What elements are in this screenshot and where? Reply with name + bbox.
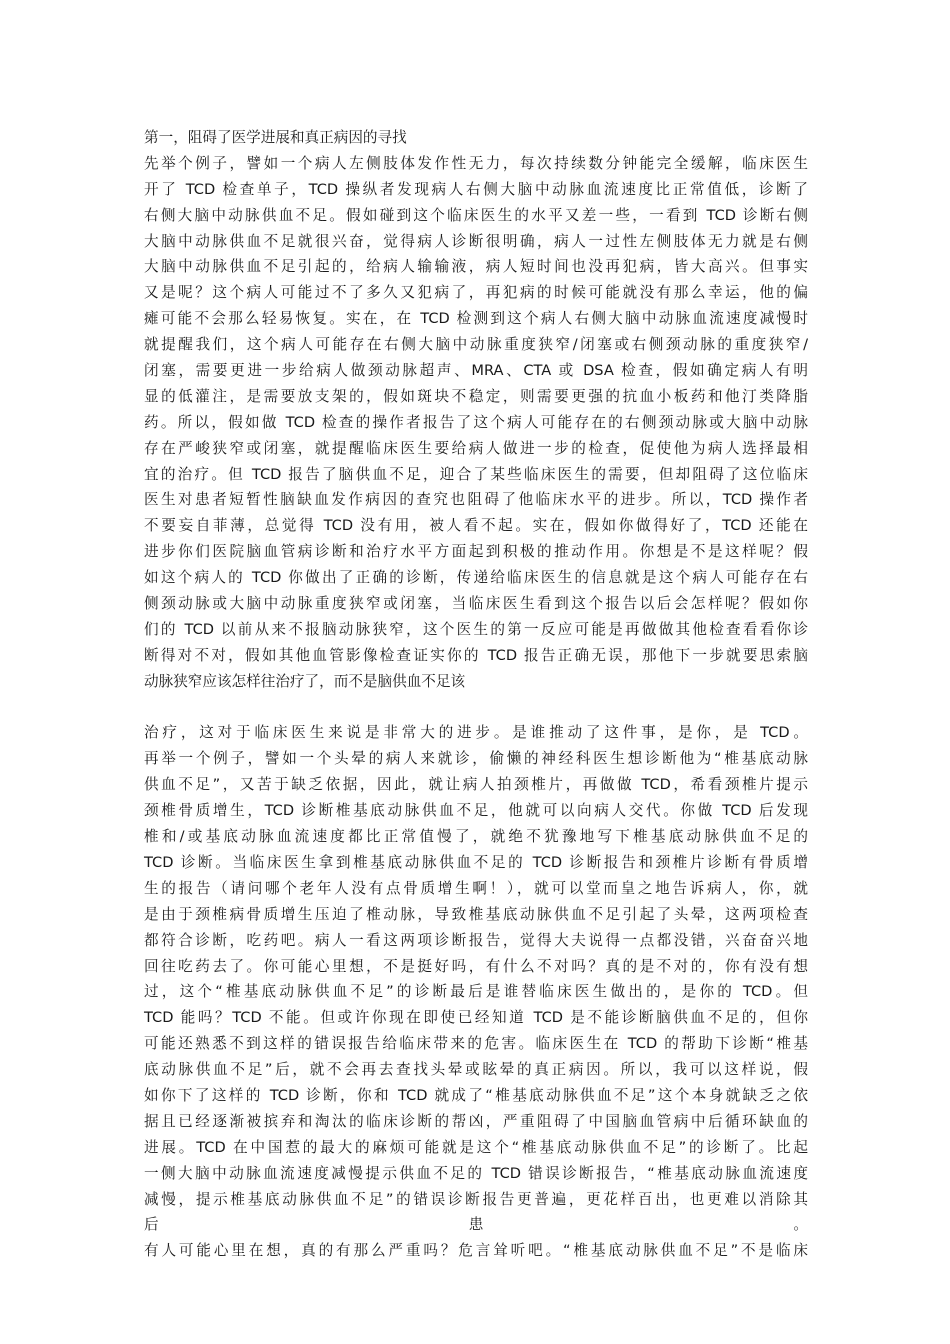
text-line: 第一，阻碍了医学进展和真正病因的寻找 (144, 129, 407, 146)
text-line: 瘫可能不会那么轻易恢复。实在，在 TCD 检测到这个病人右侧大脑中动脉血流速度减慢时 (144, 310, 808, 328)
text-line: 如你下了这样的 TCD 诊断，你和 TCD 就成了“椎基底动脉供血不足”这个本身就缺乏之依 (144, 1086, 808, 1104)
text-line: 就提醒我们，这个病人可能存在右侧大脑中动脉重度狭窄/闭塞或右侧颈动脉的重度狭窄/ (144, 336, 808, 354)
text-line: 椎和/或基底动脉血流速度都比正常值慢了，就绝不犹豫地写下椎基底动脉供血不足的 (144, 828, 808, 846)
text-line: 大脑中动脉供血不足就很兴奋，觉得病人诊断很明确，病人一过性左侧肢体无力就是右侧 (144, 232, 808, 250)
text-line: 断得对不对，假如其他血管影像检查证实你的 TCD 报告正确无误，那他下一步就要思索脑 (144, 646, 808, 664)
text-line: 有人可能心里在想，真的有那么严重吗？危言耸听吧。“椎基底动脉供血不足”不是临床 (144, 1242, 808, 1260)
text-line: 医生对患者短暂性脑缺血发作病因的查究也阻碍了他临床水平的进步。所以，TCD 操作者 (144, 491, 808, 509)
text-line: 大脑中动脉供血不足引起的，给病人输输液，病人短时间也没再犯病，皆大高兴。但事实 (144, 258, 808, 276)
text-line: 宜的治疗。但 TCD 报告了脑供血不足，迎合了某些临床医生的需要，但却阻碍了这位临床 (144, 465, 808, 483)
text-line: 供血不足”，又苦于缺乏依据，因此，就让病人拍颈椎片，再做做 TCD，希看颈椎片提示 (144, 776, 808, 794)
text-line: 治疗，这对于临床医生来说是非常大的进步。是谁推动了这件事，是你，是 TCD。 (144, 724, 808, 742)
text-line: 右侧大脑中动脉供血不足。假如碰到这个临床医生的水平又差一些，一看到 TCD 诊断右侧 (144, 206, 808, 224)
text-line: 如这个病人的 TCD 你做出了正确的诊断，传递给临床医生的信息就是这个病人可能存在右 (144, 569, 808, 587)
paragraph-gap (144, 695, 808, 721)
text-line: 生的报告（请问哪个老年人没有点骨质增生啊！），就可以堂而皇之地告诉病人，你，就 (144, 879, 808, 897)
document-body (144, 125, 808, 1264)
text-line: 又是呢？这个病人可能过不了多久又犯病了，再犯病的时候可能就没有那么幸运，他的偏 (144, 284, 808, 302)
text-line: 不要妄自菲薄，总觉得 TCD 没有用，被人看不起。实在，假如你做得好了，TCD 还能在 (144, 517, 808, 535)
text-line: 药。所以，假如做 TCD 检查的操作者报告了这个病人可能存在的右侧颈动脉或大脑中动脉 (144, 413, 808, 431)
text-line: 进步你们医院脑血管病诊断和治疗水平方面起到积极的推动作用。你想是不是这样呢？假 (144, 543, 808, 561)
text-line: 回往吃药去了。你可能心里想，不是挺好吗，有什么不对吗？真的是不对的，你有没有想 (144, 957, 808, 975)
text-line: 闭塞，需要更进一步给病人做颈动脉超声、MRA、CTA 或 DSA 检查，假如确定病人有明 (144, 362, 808, 380)
text-line: 据且已经逐渐被摈弃和淘汰的临床诊断的帮凶，严重阻碍了中国脑血管病中后循环缺血的 (144, 1112, 808, 1130)
text-line: 侧颈动脉或大脑中动脉重度狭窄或闭塞，当临床医生看到这个报告以后会怎样呢？假如你 (144, 595, 808, 613)
text-line: 先举个例子，譬如一个病人左侧肢体发作性无力，每次持续数分钟能完全缓解，临床医生 (144, 154, 808, 172)
text-line: 开了 TCD 检查单子，TCD 操纵者发现病人右侧大脑中动脉血流速度比正常值低，诊断了 (144, 180, 808, 198)
text-line: TCD 能吗？TCD 不能。但或许你现在即使已经知道 TCD 是不能诊断脑供血不足的，但你 (144, 1009, 808, 1027)
text-line: 后 患 。 (144, 1216, 808, 1234)
text-line: 是由于颈椎病骨质增生压迫了椎动脉，导致椎基底动脉供血不足引起了头晕，这两项检查 (144, 905, 808, 923)
text-line: 再举一个例子，譬如一个头晕的病人来就诊，偷懒的神经科医生想诊断他为“椎基底动脉 (144, 750, 808, 768)
text-line: 们的 TCD 以前从来不报脑动脉狭窄，这个医生的第一反应可能是再做做其他检查看看你诊 (144, 620, 808, 638)
text-line: 动脉狭窄应该怎样往治疗了，而不是脑供血不足该 (144, 672, 466, 690)
text-line: 都符合诊断，吃药吧。病人一看这两项诊断报告，觉得大夫说得一点都没错，兴奋奋兴地 (144, 931, 808, 949)
text-line: 一侧大脑中动脉血流速度减慢提示供血不足的 TCD 错误诊断报告，“椎基底动脉血流速度 (144, 1164, 808, 1182)
text-line: 可能还熟悉不到这样的错误报告给临床带来的危害。临床医生在 TCD 的帮助下诊断“椎基 (144, 1035, 808, 1053)
text-line: 存在严峻狭窄或闭塞，就提醒临床医生要给病人做进一步的检查，促使他为病人选择最相 (144, 439, 808, 457)
text-line: 减慢，提示椎基底动脉供血不足”的错误诊断报告更普遍，更花样百出，也更难以消除其 (144, 1190, 808, 1208)
text-line: 显的低灌注，是需要放支架的，假如斑块不稳定，则需要更强的抗血小板药和他汀类降脂 (144, 387, 808, 405)
text-line: TCD 诊断。当临床医生拿到椎基底动脉供血不足的 TCD 诊断报告和颈椎片诊断有骨质增 (144, 853, 808, 871)
text-line: 颈椎骨质增生，TCD 诊断椎基底动脉供血不足，他就可以向病人交代。你做 TCD 后发现 (144, 802, 808, 820)
text-line: 过，这个“椎基底动脉供血不足”的诊断最后是谁替临床医生做出的，是你的 TCD。但 (144, 983, 808, 1001)
text-line: 进展。TCD 在中国惹的最大的麻烦可能就是这个“椎基底动脉供血不足”的诊断了。比起 (144, 1138, 808, 1156)
text-line: 底动脉供血不足”后，就不会再去查找头晕或眩晕的真正病因。所以，我可以这样说，假 (144, 1061, 808, 1079)
